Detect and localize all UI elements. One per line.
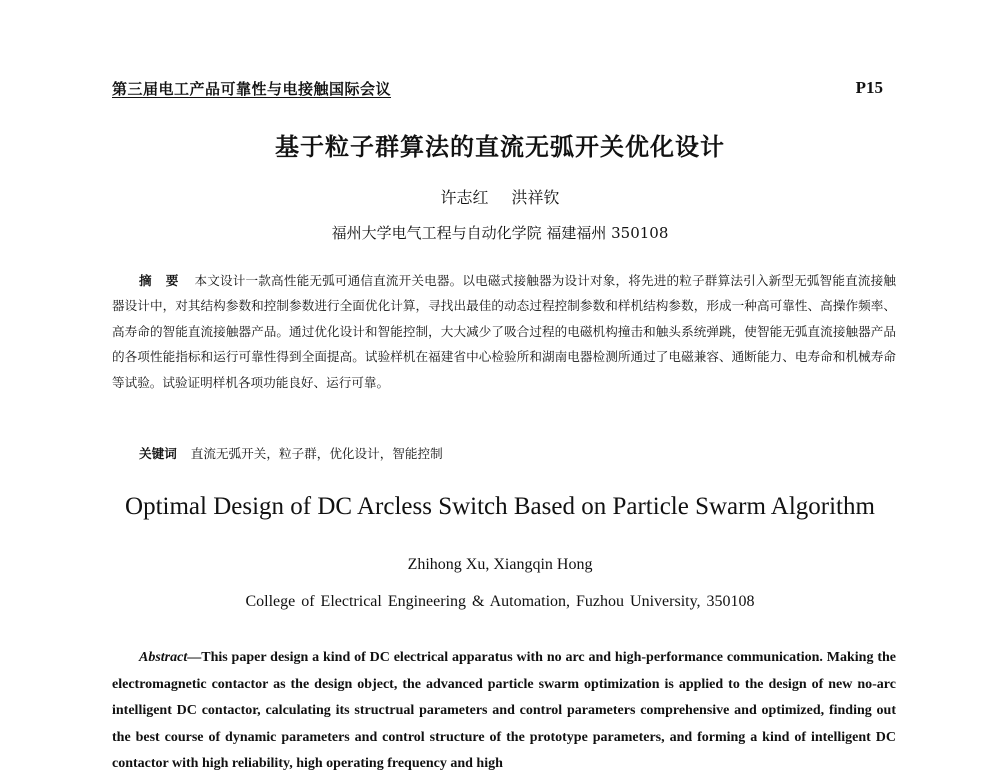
english-abstract-label: Abstract — [139, 650, 188, 665]
chinese-abstract-text: 本文设计一款高性能无弧可通信直流开关电器。以电磁式接触器为设计对象，将先进的粒子群算法引入新型无弧智能直流接触器设计中，对其结构参数和控制参数进行全面优化计算，寻找出最佳的动态过程控制参数和样机结构参数，形成一种高可靠性、高操作频率、高寿命的智能直流接触器产品。通过优化设计和智能控制，大大减少了吸合过程的电磁机构撞击和触头系统弹跳，使智能无弧直流接触器产品的各项性能指标和运行可靠性得到全面提高。试验样机在福建省中心检验所和湖南电器检测所通过了电磁兼容、通断能力、电寿命和机械寿命等试验。试验证明样机各项功能良好、运行可靠。 — [112, 273, 897, 390]
chinese-keywords — [139, 443, 443, 462]
chinese-authors: 许志红 洪祥钦 — [440, 188, 560, 207]
chinese-keywords-text: 直流无弧开关，粒子群，优化设计，智能控制 — [190, 446, 443, 461]
english-authors: Zhihong Xu, Xiangqin Hong — [407, 556, 593, 573]
chinese-affiliation: 福州大学电气工程与自动化学院 福建福州 350108 — [331, 224, 669, 242]
chinese-abstract — [112, 268, 896, 395]
chinese-abstract-label: 摘要 — [139, 273, 193, 288]
page-number: P15 — [855, 78, 883, 97]
english-affiliation: College of Electrical Engineering & Automation, Fuzhou University, 350108 — [245, 593, 755, 610]
english-abstract-text: —This paper design a kind of DC electrical apparatus with no arc and high-performance communication. Making the electromagnetic contactor as the design object, the advanced particle swarm optimization is applied to the design of new no-arc intelligent DC contactor, calculating its structrual parameters and control parameters comprehensive and optimized, finding out the best course of dynamic parameters and control structure of the prototype parameters, and forming a kind of intelligent DC contactor with high reliability, high operating frequency and high — [112, 650, 896, 771]
chinese-keywords-label: 关键词 — [139, 446, 177, 461]
conference-header: 第三届电工产品可靠性与电接触国际会议 — [112, 80, 392, 98]
english-title: Optimal Design of DC Arcless Switch Based on Particle Swarm Algorithm — [125, 493, 875, 520]
english-abstract — [112, 645, 896, 778]
chinese-title: 基于粒子群算法的直流无弧开关优化设计 — [275, 133, 725, 161]
